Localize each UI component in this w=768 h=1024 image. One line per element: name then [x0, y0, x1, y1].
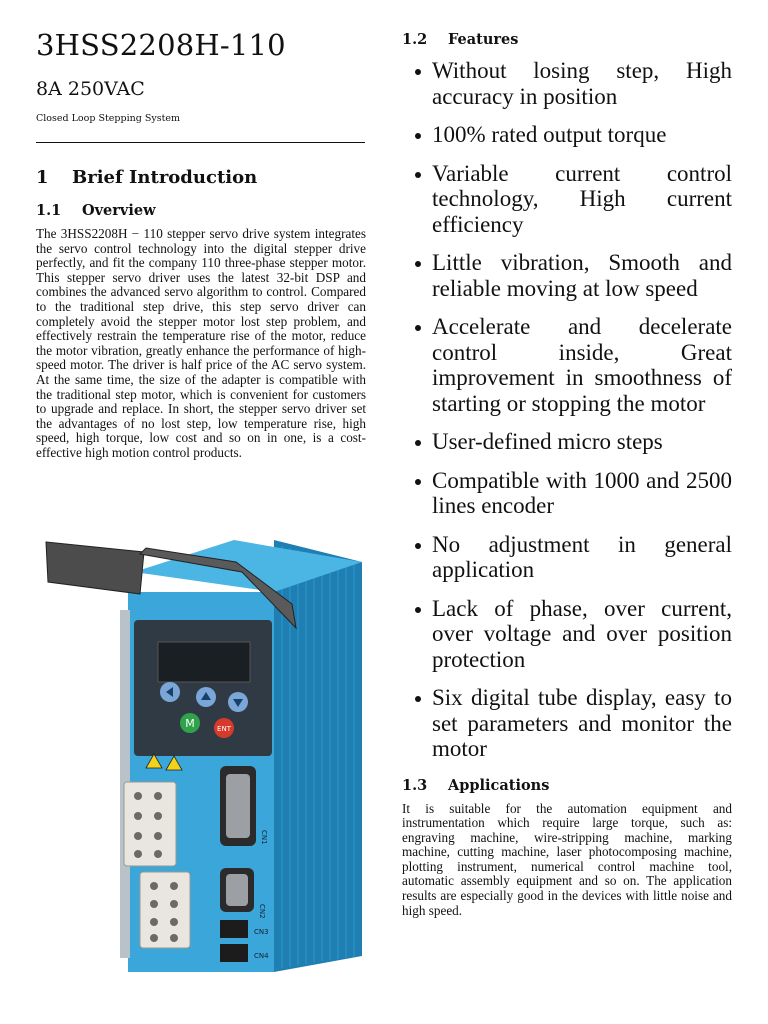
list-item-text: Without losing step, High accuracy in position — [432, 58, 732, 109]
document-title: 3HSS2208H-110 — [36, 28, 286, 62]
list-item-text: No adjustment in general application — [432, 531, 732, 582]
section-number: 1.3 — [402, 776, 428, 794]
overview-paragraph: The 3HSS2208H − 110 stepper servo drive system integrates the servo control technology into the digital stepper drive perfectly, and fit the company 110 three-phase stepper motor. This stepper servo driver uses the latest 32-bit DSP and combines the advanced servo algorithm to control. Compared to the traditional step drive, this step servo driver can completely avoid the stepper motor lost step problem, and effectively restrain the temperature rise of the motor, reduce the motor vibration, greatly enhance the performance of high-speed motor. The driver is half price of the AC servo system. At the same time, the size of the adapter is compatible with the traditional step motor, which is convenient for customers to upgrade and replace. In short, the stepper servo driver set the advantages of no lost step, low temperature rise, high speed, high torque, low cost and so on in one, is a cost-effective high motion control products. — [36, 226, 366, 460]
bullet-icon — [415, 133, 421, 139]
section-number: 1.2 — [402, 31, 428, 48]
list-item — [402, 122, 732, 148]
terminal-block-top — [124, 782, 176, 866]
list-item — [402, 250, 732, 301]
rj45-port-cn3 — [220, 920, 248, 938]
list-item — [402, 596, 732, 673]
bullet-icon — [415, 479, 421, 485]
enter-button-label: ENT — [217, 725, 231, 733]
list-item — [402, 532, 732, 583]
list-item — [402, 161, 732, 238]
list-item — [402, 429, 732, 455]
list-item-text: Variable current control technology, High current efficiency — [432, 160, 732, 237]
bullet-icon — [415, 607, 421, 613]
port-label-cn2: CN2 — [258, 904, 266, 919]
bullet-icon — [415, 261, 421, 267]
port-label-cn3: CN3 — [254, 928, 269, 936]
rj45-port-cn4 — [220, 944, 248, 962]
title-rule — [36, 142, 365, 143]
section-number: 1.1 — [36, 202, 62, 219]
list-item-text: Little vibration, Smooth and reliable moving at low speed — [432, 250, 732, 301]
cover-flap-left — [46, 542, 144, 594]
applications-paragraph: It is suitable for the automation equipment and instrumentation which require large torque, such as: engraving machine, wire-stripping machine, marking machine, cutting machine, laser photocomposing machine, plotting instrument, numerical control machine tool, automatic assembly equipment and so on. The application results are especially good in the devices with little noise and high speed. — [402, 800, 732, 918]
list-item — [402, 468, 732, 519]
right-column — [402, 30, 732, 918]
section-number: 1 — [36, 167, 49, 188]
section-heading-intro — [36, 165, 366, 191]
left-column — [36, 24, 366, 461]
list-item-text: 100% rated output torque — [432, 122, 667, 147]
list-item — [402, 685, 732, 762]
section-heading-features — [402, 30, 732, 50]
document-subtitle: 8A 250VAC — [36, 78, 145, 100]
list-item-text: Accelerate and decelerate control inside, Great improvement in smoothness of starting or stopping the motor — [432, 314, 732, 416]
list-item — [402, 58, 732, 109]
port-label-cn1: CN1 — [260, 830, 268, 845]
port-label-cn4: CN4 — [254, 952, 269, 960]
bullet-icon — [415, 440, 421, 446]
section-title: Brief Introduction — [72, 167, 258, 188]
document-tagline: Closed Loop Stepping System — [36, 113, 181, 124]
bullet-icon — [415, 69, 421, 75]
lcd-display — [158, 642, 250, 682]
feature-list — [402, 58, 732, 762]
section-heading-applications — [402, 776, 732, 796]
section-title: Overview — [82, 202, 156, 219]
bullet-icon — [415, 696, 421, 702]
terminal-block-bottom — [140, 872, 190, 948]
list-item — [402, 314, 732, 416]
list-item-text: Compatible with 1000 and 2500 lines encoder — [432, 467, 732, 518]
bullet-icon — [415, 172, 421, 178]
bullet-icon — [415, 325, 421, 331]
mode-button-label: M — [185, 717, 195, 730]
list-item-text: Lack of phase, over current, over voltage and over position protection — [432, 595, 732, 672]
list-item-text: User-defined micro steps — [432, 429, 663, 454]
section-title: Applications — [448, 776, 550, 794]
bullet-icon — [415, 543, 421, 549]
product-photo — [36, 532, 368, 972]
section-heading-overview — [36, 201, 366, 221]
section-title: Features — [448, 31, 519, 48]
list-item-text: Six digital tube display, easy to set parameters and monitor the motor — [432, 685, 732, 761]
